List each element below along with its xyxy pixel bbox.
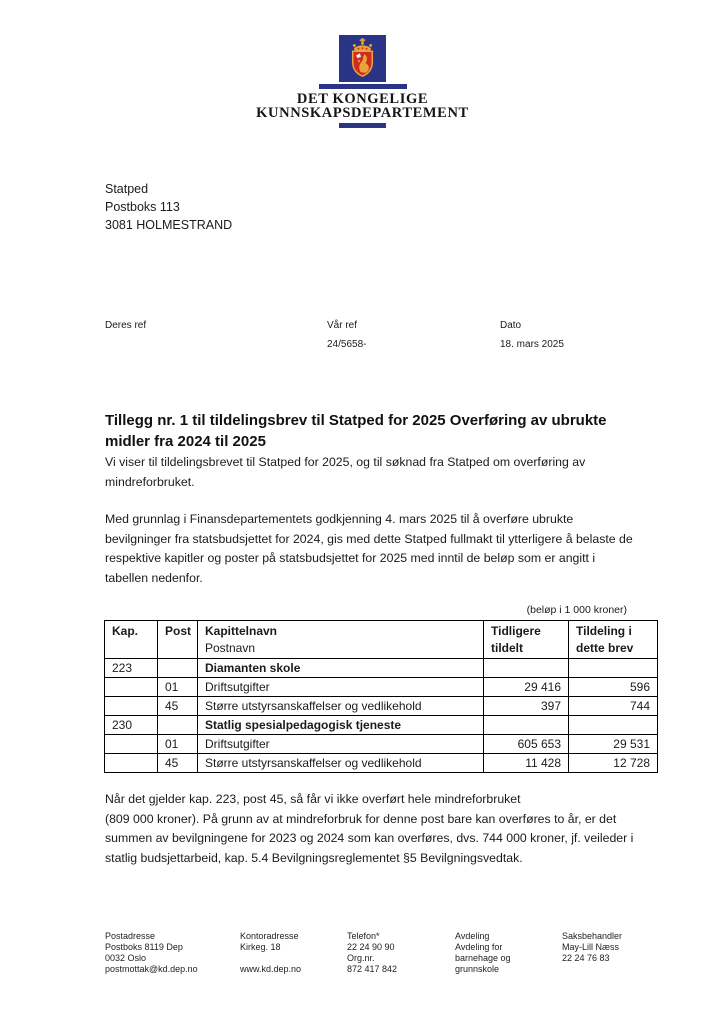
table-header-row xyxy=(105,621,658,659)
header-kapittelnavn: Kapittelnavn Postnavn xyxy=(198,621,484,659)
recipient-address xyxy=(105,180,232,234)
recipient-city: 3081 HOLMESTRAND xyxy=(105,218,233,232)
header-kap: Kap. xyxy=(105,621,158,659)
table-row: 45 Større utstyrsanskaffelser og vedlikehold 397 744 xyxy=(105,697,658,716)
dato-label: Dato xyxy=(500,320,522,331)
paragraph-intro: Vi viser til tildelingsbrevet til Statped for 2025, og til søknad fra Statped om overføring av mindreforbruket. xyxy=(105,455,586,489)
header-tidligere-tildelt: Tidligere tildelt xyxy=(484,621,569,659)
var-ref-value: 24/5658- xyxy=(327,339,367,350)
paragraph-closing xyxy=(105,790,640,868)
footer-avdeling: Avdeling Avdeling for barnehage og grunnskole xyxy=(455,931,511,974)
table-row: 01 Driftsutgifter 605 653 29 531 xyxy=(105,735,658,754)
footer-kontoradresse: Kontoradresse Kirkeg. 18 www.kd.dep.no xyxy=(240,931,302,974)
table-row: 223 Diamanten skole xyxy=(105,659,658,678)
paragraph-closing-line1: Når det gjelder kap. 223, post 45, så får vi ikke overført hele mindreforbruket xyxy=(105,792,521,806)
header-post: Post xyxy=(158,621,198,659)
table-row: 45 Større utstyrsanskaffelser og vedlikehold 11 428 12 728 xyxy=(105,754,658,773)
footer-postadresse: Postadresse Postboks 8119 Dep 0032 Oslo postmottak@kd.dep.no xyxy=(105,931,198,974)
dato-value: 18. mars 2025 xyxy=(500,339,564,350)
footer-email: postmottak@kd.dep.no xyxy=(105,964,198,974)
var-ref-label: Vår ref xyxy=(327,320,358,331)
deres-ref-column xyxy=(105,320,146,339)
paragraph-closing-rest: (809 000 kroner). På grunn av at mindreforbruk for denne post bare kan overføres to år, er det summen av bevilgningene for 2023 og 2024 som kan overføres, dvs. 744 000 kroner, jf. veileder i statlig budsjettarbeid, kap. 5.4 Bevilgningsreglementet §5 Bevilgningsvedtak. xyxy=(105,811,634,865)
org-name-line1: DET KONGELIGE xyxy=(296,91,429,107)
header-tildeling-dette-brev: Tildeling i dette brev xyxy=(569,621,658,659)
letterhead xyxy=(0,35,725,128)
letterhead-divider-top xyxy=(319,84,407,89)
footer-website: www.kd.dep.no xyxy=(240,964,302,974)
page-footer xyxy=(0,931,725,977)
coat-of-arms-icon xyxy=(339,35,386,82)
table-row: 230 Statlig spesialpedagogisk tjeneste xyxy=(105,716,658,735)
reference-row xyxy=(105,320,625,360)
letter-title: Tillegg nr. 1 til tildelingsbrev til Statped for 2025 Overføring av ubrukte midler fra 2024 til 2025 xyxy=(105,412,607,450)
table-caption: (beløp i 1 000 kroner) xyxy=(526,604,627,616)
dato-column xyxy=(500,320,564,351)
letterhead-divider-bottom xyxy=(339,123,386,128)
footer-telefon-orgnr: Telefon* 22 24 90 90 Org.nr. 872 417 842 xyxy=(347,931,398,974)
table-row: 01 Driftsutgifter 29 416 596 xyxy=(105,678,658,697)
paragraph-authorization: Med grunnlag i Finansdepartementets godkjenning 4. mars 2025 til å overføre ubrukte bevilgninger fra statsbudsjettet for 2024, gis med dette Statped fullmakt til ytterligere å belaste de respektive kapitler og poster på statsbudsjettet for 2025 med inntil de beløp som er angitt i tabellen nedenfor. xyxy=(105,512,633,585)
deres-ref-label: Deres ref xyxy=(105,320,147,331)
allocation-table xyxy=(104,620,658,773)
footer-saksbehandler: Saksbehandler May-Lill Næss 22 24 76 83 xyxy=(562,931,623,963)
var-ref-column xyxy=(327,320,366,351)
recipient-name: Statped xyxy=(105,182,149,196)
recipient-street: Postboks 113 xyxy=(105,200,180,214)
org-name-line2: KUNNSKAPSDEPARTEMENT xyxy=(256,105,469,121)
